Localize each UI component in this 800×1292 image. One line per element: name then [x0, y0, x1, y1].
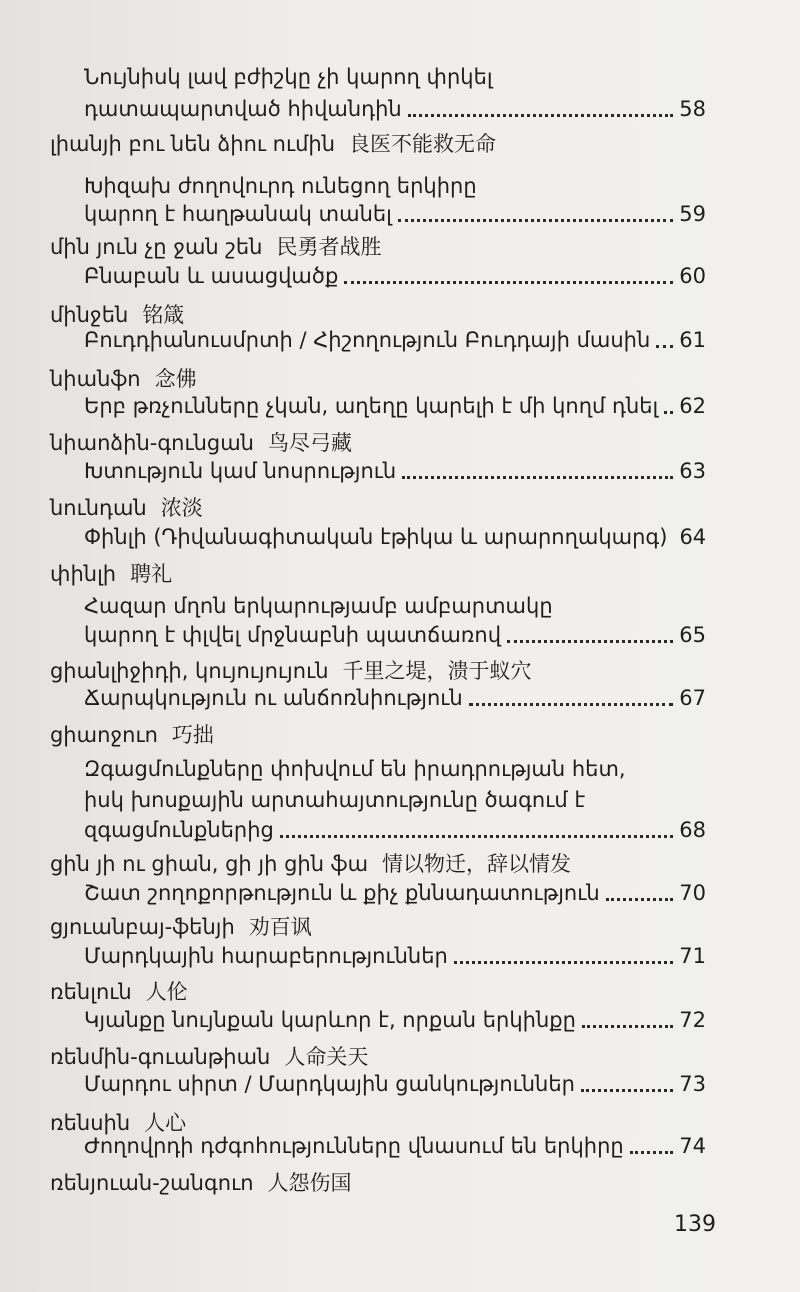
chinese-term: 浓淡 — [160, 496, 203, 520]
toc-entry-line — [84, 457, 706, 485]
entry-title: Նույնիսկ լավ բժիշկը չի կարող փրկել — [84, 65, 493, 89]
chinese-term: 良医不能救无命 — [349, 132, 497, 156]
transliteration: նիանֆո — [50, 367, 141, 391]
transliteration: մինջեն — [50, 303, 129, 327]
dot-leader — [656, 344, 673, 348]
lead-term — [50, 1169, 352, 1197]
entry-page-number: 67 — [679, 686, 706, 710]
entry-title: Խտություն կամ նոսրություն — [84, 459, 397, 483]
toc-entry-line — [84, 326, 706, 354]
entry-page-number: 72 — [679, 1008, 706, 1032]
toc-entry-line — [84, 621, 706, 649]
chinese-term: 千里之堤，溃于蚁穴 — [342, 659, 532, 683]
transliteration: ցիաոջուո — [50, 723, 158, 747]
lead-term — [50, 850, 571, 878]
toc-entry-line — [84, 1006, 706, 1034]
lead-term — [50, 1043, 368, 1071]
entry-title: Շատ շողոքորթություն և քիչ քննադատություն — [84, 881, 600, 905]
chinese-term: 铭箴 — [142, 303, 185, 327]
entry-title: դատապարտված հիվանդին — [84, 97, 402, 121]
toc-entry-line — [84, 95, 706, 123]
dot-leader — [664, 410, 673, 414]
toc-entry-line — [84, 1070, 706, 1098]
entry-page-number: 70 — [679, 881, 706, 905]
entry-title: Ժողովրդի դժգոհությունները վնասում են երկիրը — [84, 1134, 624, 1158]
entry-title: կարող է փլվել մրջնաբնի պատճառով — [84, 623, 502, 647]
dot-leader — [344, 280, 673, 284]
chinese-term: 人心 — [144, 1111, 187, 1135]
toc-entry-line — [84, 392, 706, 420]
chinese-term: 人伦 — [145, 980, 188, 1004]
transliteration: նունդան — [50, 496, 147, 520]
transliteration: ռենլուն — [50, 980, 132, 1004]
dot-leader — [581, 1088, 673, 1092]
entry-page-number: 63 — [679, 459, 706, 483]
entry-title: Երբ թռչունները չկան, աղեղը կարելի է մի կողմ դնել — [84, 394, 659, 418]
toc-entry-line — [84, 816, 706, 844]
dot-leader — [408, 113, 674, 117]
entry-page-number: 68 — [679, 818, 706, 842]
chinese-term: 人命关天 — [284, 1045, 369, 1069]
chinese-term: 人怨伤国 — [267, 1171, 352, 1195]
toc-entry-line — [84, 262, 706, 290]
transliteration: ցիանլիջիդի, կույույույուն — [50, 659, 329, 683]
lead-term — [50, 301, 184, 329]
lead-term — [50, 365, 197, 393]
dot-leader — [582, 1024, 673, 1028]
chinese-term: 情以物迁，辞以情发 — [382, 852, 572, 876]
chinese-term: 巧拙 — [171, 723, 214, 747]
entry-page-number: 65 — [679, 623, 706, 647]
toc-entry-line — [84, 1132, 706, 1160]
lead-term — [50, 233, 382, 261]
lead-term — [50, 978, 188, 1006]
dot-leader — [454, 960, 673, 964]
lead-term — [50, 721, 214, 749]
entry-page-number: 58 — [679, 97, 706, 121]
entry-page-number: 61 — [679, 328, 706, 352]
dot-leader — [402, 475, 673, 479]
entry-title: Կյանքը նույնքան կարևոր է, որքան երկինքը — [84, 1008, 576, 1032]
toc-entry-line — [84, 200, 706, 228]
toc-entry-line — [84, 523, 707, 551]
dot-leader — [280, 834, 673, 838]
transliteration: լիանյի բու նեն ձիու ումին — [50, 132, 336, 156]
chinese-term: 鸟尽弓藏 — [267, 431, 352, 455]
transliteration: նիաոձին-գունցան — [50, 431, 254, 455]
entry-title: Փինլի (Դիվանագիտական էթիկա և արարողակարգ) — [84, 525, 668, 549]
entry-title: Մարդու սիրտ / Մարդկային ցանկություններ — [84, 1072, 575, 1096]
lead-term — [50, 560, 172, 588]
entry-page-number: 71 — [679, 944, 706, 968]
chinese-term: 聘礼 — [130, 562, 173, 586]
entry-title: կարող է հաղթանակ տանել — [84, 202, 392, 226]
transliteration: ռենյուան-շանգուո — [50, 1171, 254, 1195]
entry-page-number: 74 — [679, 1134, 706, 1158]
toc-entry-line — [84, 684, 706, 712]
entry-title: Բնաբան և ասացվածք — [84, 264, 339, 288]
entry-title: զգացմունքներից — [84, 818, 274, 842]
entry-page-number: 62 — [679, 394, 706, 418]
entry-page-number: 64 — [679, 525, 707, 549]
entry-title: Զգացմունքները փոխվում են իրադրության հետ, — [84, 757, 626, 781]
entry-title: Բուդդիանուսմրտի / Հիշողություն Բուդդայի մասին — [84, 328, 651, 352]
dot-leader — [469, 702, 674, 706]
lead-term — [50, 429, 352, 457]
transliteration: ցյուանբայ-ֆենյի — [50, 915, 235, 939]
dot-leader — [630, 1150, 674, 1154]
chinese-term: 民勇者战胜 — [276, 235, 382, 259]
transliteration: ռենմին-գուանթիան — [50, 1045, 271, 1069]
lead-term — [50, 130, 496, 158]
transliteration: փինլի — [50, 562, 117, 586]
lead-term — [50, 657, 532, 685]
lead-term — [50, 913, 312, 941]
entry-title: Հազար մղոն երկարությամբ ամբարտակը — [84, 594, 553, 618]
chinese-term: 念佛 — [154, 367, 197, 391]
dot-leader — [606, 897, 674, 901]
transliteration: մին յուն չը ջան շեն — [50, 235, 263, 259]
dot-leader — [507, 639, 673, 643]
transliteration: ցին յի ու ցիան, ցի յի ցին ֆա — [50, 852, 369, 876]
entry-page-number: 73 — [679, 1072, 706, 1096]
toc-entry-line — [84, 942, 706, 970]
transliteration: ռենսին — [50, 1111, 131, 1135]
lead-term — [50, 494, 203, 522]
entry-title: Խիզախ ժողովուրդ ունեցող երկիրը — [84, 174, 477, 198]
entry-page-number: 59 — [679, 202, 706, 226]
entry-title: իսկ խոսքային արտահայտությունը ծագում է — [84, 788, 586, 812]
page-number: 139 — [674, 1212, 716, 1237]
entry-title: Ճարպկություն ու անճոռնիություն — [84, 686, 463, 710]
toc-entry-line — [84, 879, 706, 907]
chinese-term: 劝百讽 — [248, 915, 312, 939]
entry-title: Մարդկային հարաբերություններ — [84, 944, 448, 968]
entry-page-number: 60 — [679, 264, 706, 288]
dot-leader — [398, 218, 673, 222]
